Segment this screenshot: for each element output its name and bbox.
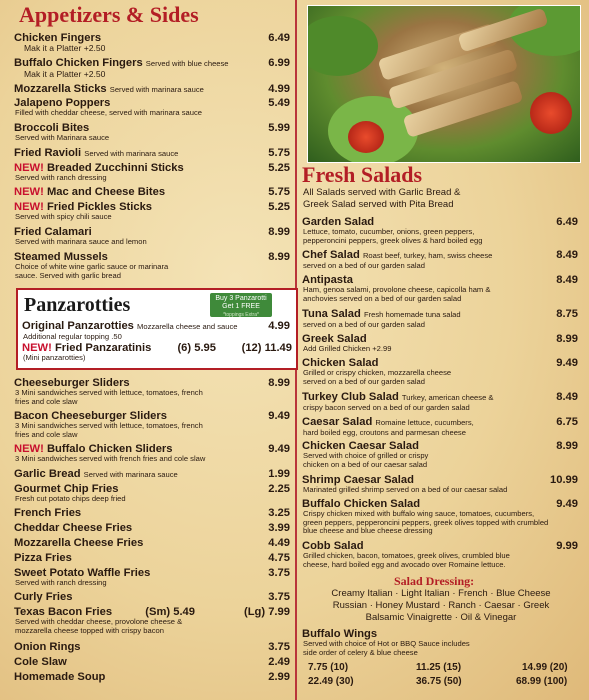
menu-item: Fried Calamari Served with marinara sauce and lemon 8.99 (14, 226, 290, 246)
menu-item: Original Panzarotties Mozzarella cheese and sauce Additional regular topping .50 4.99 (22, 320, 290, 341)
menu-item: Antipasta Ham, genoa salami, provolone cheese, capicolla ham & anchovies served on a bed of our garden salad 8.49 (302, 274, 578, 303)
wings-price: 36.75 (50) (416, 676, 462, 687)
menu-item: Tuna Salad Fresh homemade tuna salad served on a bed of our garden salad 8.75 (302, 308, 578, 329)
menu-item: Broccoli Bites Served with Marinara sauce 5.99 (14, 122, 290, 142)
menu-item: NEW! Breaded Zucchinni Sticks Served with ranch dressing 5.25 (14, 162, 290, 182)
salads-title: Fresh Salads (302, 162, 423, 187)
menu-item: NEW! Mac and Cheese Bites 5.75 (14, 186, 290, 198)
promo-badge: Buy 3 Panzarotti Get 1 FREE *toppings Extra* (210, 293, 272, 317)
menu-item: Homemade Soup 2.99 (14, 671, 290, 683)
menu-item: NEW! Buffalo Chicken Sliders 3 Mini sandwiches served with french fries and cole slaw 9.49 (14, 443, 290, 463)
menu-item: Buffalo Chicken Salad Crispy chicken mixed with buffalo wing sauce, tomatoes, cucumbers, green peppers, pepperoncini peppers, greek olives topped with crumbled blue cheese and blue cheese dressing 9.49 (302, 498, 578, 536)
menu-item: Fried Ravioli Served with marinara sauce 5.75 (14, 147, 290, 159)
menu-item: NEW! Fried Panzaratinis (Mini panzarotties) (6) 5.95 (12) 11.49 (22, 342, 292, 362)
menu-item: Steamed Mussels Choice of white wine garlic sauce or marinara sauce. Served with garlic bread 8.99 (14, 251, 290, 280)
menu-item: French Fries 3.25 (14, 507, 290, 519)
wings-price: 68.99 (100) (516, 676, 568, 687)
menu-item: Garden Salad Lettuce, tomato, cucumber, onions, green peppers, pepperoncini peppers, greek olives & hard boiled egg 6.49 (302, 216, 578, 245)
wings-price: 11.25 (15) (416, 662, 462, 673)
menu-item: Mozzarella Cheese Fries 4.49 (14, 537, 290, 549)
menu-item: Pizza Fries 4.75 (14, 552, 290, 564)
menu-item: NEW! Fried Pickles Sticks Served with spicy chili sauce 5.25 (14, 201, 290, 221)
menu-item: Cheddar Cheese Fries 3.99 (14, 522, 290, 534)
salads-intro: All Salads served with Garlic Bread & Greek Salad served with Pita Bread (303, 187, 461, 210)
menu-item: Cole Slaw 2.49 (14, 656, 290, 668)
salad-photo (307, 5, 581, 163)
menu-item: Turkey Club Salad Turkey, american cheese & crispy bacon served on a bed of our garden salad 8.49 (302, 391, 578, 412)
panzarotties-box (16, 288, 298, 370)
dressing-list: Creamy Italian · Light Italian · French · Blue Cheese Russian · Honey Mustard · Ranch · Caesar · Greek Balsamic Vinaigrette · Oil & Vinegar (331, 588, 551, 623)
menu-item: Shrimp Caesar Salad Marinated grilled shrimp served on a bed of our caesar salad 10.99 (302, 474, 578, 494)
menu-item: Garlic Bread Served with marinara sauce 1.99 (14, 468, 290, 480)
appetizers-title: Appetizers & Sides (19, 2, 199, 27)
menu-item: Texas Bacon Fries Served with cheddar cheese, provolone cheese & mozzarella cheese topped with crispy bacon (Sm) 5.49 (Lg) 7.99 (14, 606, 290, 635)
menu-item: Cheeseburger Sliders 3 Mini sandwiches served with lettuce, tomatoes, french fries and cole slaw 8.99 (14, 377, 290, 406)
menu-item: Chef Salad Roast beef, turkey, ham, swiss cheese served on a bed of our garden salad 8.49 (302, 249, 578, 270)
menu-item: Greek Salad Add Grilled Chicken +2.99 8.99 (302, 333, 578, 353)
menu-item: Buffalo Wings Served with choice of Hot or BBQ Sauce includes side order of celery & blue cheese (302, 628, 470, 657)
wings-price: 14.99 (20) (522, 662, 568, 673)
wings-price: 7.75 (10) (308, 662, 349, 673)
menu-item: Chicken Caesar Salad Served with choice of grilled or crispy chicken on a bed of our caesar salad 8.99 (302, 440, 578, 469)
menu-item: Bacon Cheeseburger Sliders 3 Mini sandwiches served with lettuce, tomatoes, french fries and cole slaw 9.49 (14, 410, 290, 439)
menu-item: Curly Fries 3.75 (14, 591, 290, 603)
menu-item: Buffalo Chicken Fingers Served with blue cheese Mak it a Platter +2.50 6.99 (14, 57, 290, 79)
menu-item: Chicken Salad Grilled or crispy chicken, mozzarella cheese served on a bed of our garden salad 9.49 (302, 357, 578, 386)
dressing-title: Salad Dressing: (394, 574, 475, 588)
menu-item: Cobb Salad Grilled chicken, bacon, tomatoes, greek olives, crumbled blue cheese, hard boiled egg and avocado over Romaine lettuce. 9.99 (302, 540, 578, 569)
menu-item: Sweet Potato Waffle Fries Served with ranch dressing 3.75 (14, 567, 290, 587)
menu-item: Gourmet Chip Fries Fresh cut potato chips deep fried 2.25 (14, 483, 290, 503)
menu-item: Mozzarella Sticks Served with marinara sauce 4.99 (14, 83, 290, 95)
menu-item: Onion Rings 3.75 (14, 641, 290, 653)
wings-price: 22.49 (30) (308, 676, 354, 687)
menu-item: Jalapeno Poppers Filled with cheddar cheese, served with marinara sauce 5.49 (14, 97, 290, 117)
menu-item: Caesar Salad Romaine lettuce, cucumbers, hard boiled egg, croutons and parmesan cheese 6.75 (302, 416, 578, 437)
panzarotties-title: Panzarotties (24, 294, 131, 316)
menu-item: Chicken Fingers Mak it a Platter +2.50 6.49 (14, 32, 290, 53)
